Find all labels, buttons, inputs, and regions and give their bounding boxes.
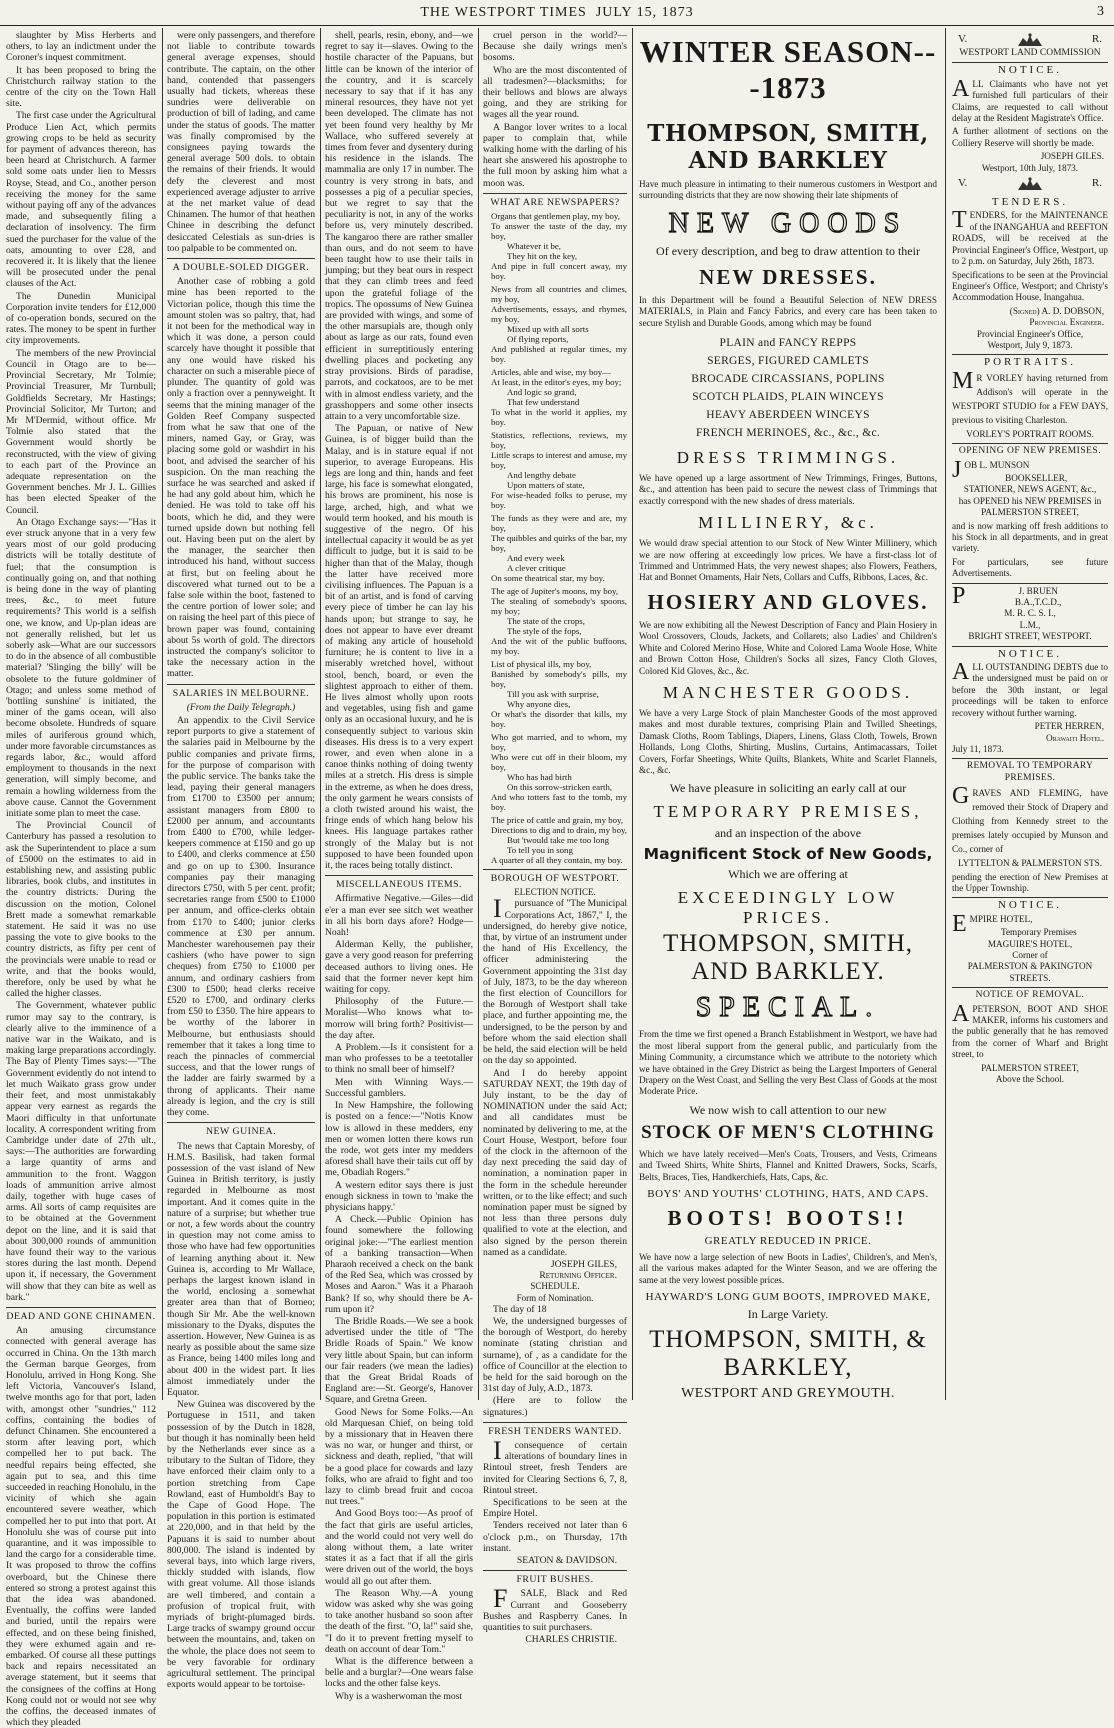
- poem-line: Advertisements, essays, and rhymes, my boy,: [491, 304, 627, 325]
- ad-inspection-line: and an inspection of the above: [714, 826, 862, 841]
- poem-line: For wise-headed folks to peruse, my boy.: [491, 490, 627, 511]
- ad-firm-name-3: THOMPSON, SMITH, & BARKLEY,: [649, 1326, 927, 1382]
- signature-title: Provincial Engineer.: [1029, 317, 1104, 328]
- column-1: [2, 30, 160, 1728]
- poem-line: The age of Jupiter's moons, my boy,: [491, 586, 619, 597]
- paragraph: Philosophy of the Future.—Moralist—Who knows what to-morrow will bring forth? Positivist—the day after.: [325, 996, 473, 1041]
- ad-millinery: MILLINERY, &c.: [698, 513, 878, 533]
- ad-intro: Have much pleasure in intimating to their numerous customers in Westport and surrounding districts that they are now showing their late shipments of: [639, 179, 937, 201]
- paragraph: The Papuan, or native of New Guinea, is of bigger build than the Malay, and is in stature equal if not superior, to average Europeans. His legs are long and thin, hands and feet large, his face is somewhat elongated, his brows are prominent, his nose is large, arched, high, and what we would term hooked, and his mouth is suggestive of the negro. Of his intellectual capacity it would be as yet difficult to judge, but it is said to be higher than that of the Malay, though the latter have received more civilising influences. The Papuan is a bit of an artist, and is fond of carving every piece of timber he can lay his hands upon; but strange to say, he does not appear to have ever dreamt of making any article of household furniture; he is content to live in a miserably wretched hovel, without stool, bench, board, or even the slightest approach to either of them. He lives almost wholly upon roots and vegetables, using fish and game only as an occasional luxury, and he is consequently subject to various skin diseases. His dress is to a very expert rower, and even when alone in a canoe thinks nothing of doing twenty miles at a stretch. His dress is simple in the extreme, as when he does dress, the only garment he wears consists of a cloth twisted around his waist, the fringe ends of which hang below his knees. His language partakes rather strongly of the Malay but is not supposed to have been founded upon it, the races being totally distinct.: [325, 423, 473, 872]
- signature: JOSEPH GILES.: [1040, 151, 1104, 162]
- poem-line: Articles, able and wise, my boy—: [491, 367, 611, 378]
- ad-millinery-text: We would draw special attention to our Stock of New Winter Millinery, which we are now offering at exceedingly low prices. We have a first-class lot of Trimmed and Untrimmed Hats, the very newest shapes; also Flowers, Feathers, Hat and Bonnet Ornaments, Hair Nets, Collars and Cuffs, Ribbons, Laces, &c.: [639, 538, 937, 583]
- paragraph: Alderman Kelly, the publisher, gave a very good reason for preferring deceased authors to living ones. He said that the former never kept him waiting for copy.: [325, 939, 473, 996]
- newspaper-title: THE WESTPORT TIMES: [420, 4, 587, 20]
- poem-line: News from all countries and climes, my boy,: [491, 284, 627, 305]
- notice-date: July 11, 1873.: [952, 743, 1004, 754]
- notice-text: ALL Claimants who have not yet furnished full particulars of their Claims, are requested to call without delay at the Resident Magistrate's Office.: [952, 75, 1108, 124]
- ad-wish-line: We now wish to call attention to our new: [689, 1102, 887, 1117]
- notice-text: For particulars, see future Advertisements.: [952, 556, 1108, 579]
- signature: JOSEPH GILES,: [550, 1258, 617, 1270]
- notice-text: EMPIRE HOTEL,: [952, 910, 1033, 937]
- ad-variety-line: In Large Variety.: [747, 1307, 829, 1322]
- ad-fabric-item: SCOTCH PLAIDS, PLAIN WINCEYS: [692, 391, 884, 404]
- poem-line: At least, in the editor's eyes, my boy;: [491, 377, 622, 388]
- ad-hayward-line: HAYWARD'S LONG GUM BOOTS, IMPROVED MAKE,: [645, 1291, 931, 1304]
- notice-title: REMOVAL TO TEMPORARY PREMISES.: [952, 758, 1108, 784]
- ad-fabric-item: BROCADE CIRCASSIANS, POPLINS: [691, 373, 885, 386]
- dropcap: A: [952, 75, 970, 102]
- paragraph: The members of the new Provincial Council in Otago are to be—Provincial Secretary, Mr Tolmie; Provincial Treasurer, Mr Turnbull; Goldfields Secretary, Mr Hastings; Provincial Solicitor, Mr Turton; and Mr M'Dermid, without office. Mr Tolmie also stated that the Government would shortly be reconstructed, with the view of giving to each part of the Province an adequate representation on the Government benches. Mr J. L. Gillies has been elected Speaker of the Council.: [6, 347, 156, 516]
- paragraph: F SALE, Black and Red Currant and Gooseberry Bushes and Raspberry Canes. In quantities to suit purchasers.: [483, 1584, 627, 1634]
- paragraph: The Government, whatever public rumor may say to the contrary, is clearly alive to the imminence of a native war in the Waikato, and is making large preparations accordingly. The Bay of Plenty Times says:—"The Government evidently do not intend to let much Waikato grass grow under their feet, and most unmistakably appear very earnest as regards the Maori difficulty in that unfortunate locality. A correspondent writing from Cambridge under date of 27th ult., says:—The authorities are forwarding a large quantity of arms and ammunition to the front. Waggon loads of ammunition arrive almost daily, together with huge cases of arms. All sorts of camp requisites are to be obtained at the Government depot on the line, and it is said that about 300,000 rounds of ammunition have found their way to the various stores during the last month. Depend upon it, if necessary, the Government will show that they can bite as well as bark.": [6, 1000, 156, 1303]
- notice-title: OPENING OF NEW PREMISES.: [952, 443, 1108, 457]
- article-heading: NEW GUINEA.: [167, 1122, 315, 1137]
- paragraph: An appendix to the Civil Service report purports to give a statement of the salaries paid in Melbourne by the public companies and private firms, for the purpose of comparison with the public service. The banks take the lead, paying their general managers from £1700 to £3500 per annum; assistant managers from £800 to £2000 per annum, and accountants from £400 to £700, while ledger-keepers commence at £150 and go up to £400, and clerks commence at £50 and go on up to £300. Insurance companies pay their managing directors £750, with 5 per cent. profit; secretaries range from £500 to £1000 per annum, and office-clerks obtain from £170 to £400; junior clerks commence at £30 per annum. Manchester warehousemen pay their cashiers (who have power to sign cheques) from £750 to £1000 per annum, and ordinary cashiers from £300 to £500; head clerks receive £520 to £700, and ordinary clerks from £50 to £350. The hire appears to be worthy of the laborer in Melbourne, but enthusiasts should remember that it takes a long time to reach the pinnacles of commercial success, and that the lower rungs of the ladder are fairly swarmed by a throng of applicants. Their name already is legion, and the cry is still they come.: [167, 714, 315, 1119]
- notice-text: ALL OUTSTANDING DEBTS due to the undersigned must be paid on or before the 30th instant, or legal proceedings will be taken to enforce recovery without further warning.: [952, 659, 1108, 718]
- signature: CHARLES CHRISTIE.: [525, 1634, 617, 1646]
- notice-text: A further allotment of sections on the Colliery Reserve will shortly be made.: [952, 126, 1108, 148]
- poem-line: But 'twould take me too long: [507, 835, 610, 846]
- ad-low-prices: EXCEEDINGLY LOW PRICES.: [677, 888, 899, 928]
- notice-line: Above the School.: [995, 1074, 1065, 1085]
- poem-line: That few understand: [507, 397, 580, 408]
- paragraph: The Reason Why.—A young widow was asked why she was going to take another husband so soon after the death of the first. "O, la!" said she, "I do it to prevent fretting myself to death on account of dear Tom.": [325, 1587, 473, 1655]
- notice-office: Provincial Engineer's Office,: [976, 328, 1084, 339]
- dropcap: T: [952, 207, 967, 234]
- paragraph: A Check.—Public Opinion has found somewhere the following original joke:—"The earliest mention of a banking transaction—When Pharaoh received a check on the bank of the Red Sea, which was crossed by Moses and Aaron." Was it a Pharaoh Bank? If so, why should there be A-rum upon it?: [325, 1214, 473, 1315]
- poem-line: And pipe in full concert away, my boy.: [491, 261, 627, 282]
- royal-crest-icon: [1015, 176, 1045, 192]
- poem-line: On some theatrical star, my boy.: [491, 573, 605, 584]
- bruen-card: P J. BRUEN B.A.,T.C.D., M. R. C. S. I., L.M., BRIGHT STREET, WESTPORT.: [952, 583, 1108, 643]
- paragraph: slaughter by Miss Herberts and others, to lay an indictment under the Coroner's inquest commitment.: [6, 30, 156, 64]
- poem-line: Why anyone dies,: [507, 699, 571, 710]
- poem-line: Till you ask with surprise,: [507, 689, 599, 700]
- paragraph: (Here are to follow the signatures.): [483, 1395, 627, 1418]
- poem-line: Who got married, and to whom, my boy,: [491, 732, 627, 753]
- dropcap: M: [952, 367, 974, 394]
- paragraph: A Problem.—Is it consistent for a man who professes to be a teetotaller to think no small beer of himself?: [325, 1042, 473, 1076]
- poem-line: And logic so grand,: [507, 387, 577, 398]
- poem-line: And lengthy debate: [507, 470, 576, 481]
- page-number: 3: [1097, 4, 1104, 19]
- ad-special-text: From the time we first opened a Branch Establishment in Westport, we have had the most liberal support from the general public, and particularly from the Mining Community, a circumstance which we attribute to the notoriety which we have obtained in the Grey District as being the Largest Importers of General Drapery on the West Coast, and Selling the very Best Class of Goods at the most Moderate Price.: [639, 1029, 937, 1097]
- paragraph: Why is a washerwoman the most: [335, 1690, 463, 1702]
- article-heading: SALARIES IN MELBOURNE.: [167, 684, 315, 699]
- paragraph: What is the difference between a belle and a burglar?—One wears false locks and the other false keys.: [325, 1656, 473, 1690]
- signature: PETER HERREN,: [1034, 721, 1104, 732]
- notice-heading: WESTPORT LAND COMMISSION: [959, 48, 1101, 58]
- paragraph: The Bridle Roads.—We see a book advertised under the title of "The Bridle Roads of Spain." We know very little about Spain, but can inform our fair readers (we mean the ladies) that the Great Bridal Roads of England are:—St. George's, Hanover Square, and Gretna Green.: [325, 1315, 473, 1406]
- paragraph: And Good Boys too:—As proof of the fact that girls are useful articles, and the world could not very well do along without them, a late writer states it as a fact that if all the girls were driven out of the world, the boys would all go out after them.: [325, 1508, 473, 1587]
- ad-firm-name-2: THOMPSON, SMITH, AND BARKLEY.: [662, 930, 914, 986]
- notice-line: VORLEY'S PORTRAIT ROOMS.: [966, 428, 1094, 439]
- poem-line: Or what's the disorder that kills, my boy.: [491, 709, 627, 730]
- article-source: (From the Daily Telegraph.): [186, 701, 296, 713]
- poem-line: Banished by somebody's pills, my boy,: [491, 669, 627, 690]
- ad-fabric-item: PLAIN and FANCY REPPS: [719, 337, 857, 350]
- ad-boots-text: We have now a large selection of new Boots in Ladies', Children's, and Men's, all the various makes adapted for the Winter Season, and we are offering the same at the very lowest possible prices.: [639, 1252, 937, 1285]
- notice-title: PORTRAITS.: [952, 354, 1108, 368]
- signature: (Signed) A. D. DOBSON,: [1009, 305, 1104, 316]
- notice-text: APETERSON, BOOT AND SHOE MAKER, informs his customers and the public generally that he has removed from the corner of Wharf and Bright street, to: [952, 1000, 1108, 1060]
- ad-hosiery: HOSIERY AND GLOVES.: [647, 589, 929, 614]
- notice-subheading: ELECTION NOTICE.: [514, 887, 596, 898]
- notice-line: PALMERSTON STREET,: [981, 507, 1079, 518]
- notice-line: PALMERSTON & PAKINGTON: [967, 961, 1093, 972]
- ad-reduced: GREATLY REDUCED IN PRICE.: [704, 1235, 872, 1247]
- poem-line: To tell you in song: [507, 845, 573, 856]
- signature: SEATON & DAVIDSON.: [516, 1555, 617, 1567]
- article-heading: A DOUBLE-SOLED DIGGER.: [167, 258, 315, 273]
- poem-line: Upon matters of state,: [507, 480, 585, 491]
- notice-line: BOOKSELLER,: [1005, 472, 1068, 483]
- notice-line: PALMERSTON STREET,: [981, 1062, 1079, 1073]
- notice-date: Westport, July 9, 1873.: [987, 339, 1073, 350]
- poem-line: The funds as they were and are, my boy,: [491, 513, 627, 534]
- notice-text: and is now marking off fresh additions to his Stock in all departments, and in great variety.: [952, 520, 1108, 554]
- poem-line: Little scraps to interest and amuse, my boy,: [491, 450, 627, 471]
- notice-line: Corner of: [1012, 949, 1048, 960]
- poem-line: List of physical ills, my boy,: [491, 659, 592, 670]
- signature-title: Orawaiti Hotel.: [1045, 732, 1104, 743]
- dropcap: I: [493, 894, 502, 924]
- notice-line: LYTTELTON & PALMERSTON STS.: [957, 858, 1103, 869]
- notice-line: STREETS.: [1009, 972, 1051, 983]
- poem-line: To what in the world it applies, my boy.: [491, 407, 627, 428]
- article-heading: MISCELLANEOUS ITEMS.: [325, 875, 473, 890]
- ad-pleasure-line: We have pleasure in soliciting an early call at our: [669, 781, 907, 796]
- column-rule: [945, 28, 946, 1400]
- poem-line: A clever critique: [507, 563, 566, 574]
- ad-clothing-text: Which we have lately received—Men's Coats, Trousers, and Vests, Crimeans and Tweed Shirts, White Shirts, Flannel and Knitted Drawers, Socks, Scarfs, Belts, Braces, Ties, Handkerchiefs, Hats, Caps, &c.: [639, 1148, 937, 1182]
- paragraph: Who are the most discontented of all tradesmen?—blacksmiths; for their bellows and blows are always going, and they are striking for wages all the year round.: [483, 64, 627, 121]
- ad-boys-line: BOYS' AND YOUTHS' CLOTHING, HATS, AND CAPS.: [647, 1188, 929, 1200]
- poem-line: Of flying reports,: [507, 334, 569, 345]
- ad-special: SPECIAL.: [695, 992, 881, 1024]
- paragraph: A western editor says there is just enough sickness in town to 'make the physicians happy.': [325, 1179, 473, 1213]
- paragraph: I consequence of certain alterations of boundary lines in Rintoul street, fresh Tenders are invited for Clearing Sections 6, 7, 8, Rintoul street.: [483, 1436, 627, 1496]
- ad-fabric-list: [633, 334, 943, 442]
- notice-text: Specifications to be seen at the Provincial Engineer's Office, Westport; and Christy's Accommodation House, Inangahua.: [952, 269, 1108, 303]
- ad-hosiery-text: We are now exhibiting all the Newest Description of Fancy and Plain Hosiery in Wool Crossovers, Clouds, Jackets, and Collarets; also Ladies' and Children's White and Colored Merino Hose, White and Colored Lama Woole Hose, White and Brown Cotton Hose, Children's Socks all sizes, Fancy Cloth Gloves, Colored Kid Gloves, &c., &c.: [639, 619, 937, 676]
- poem-line: Mixed up with all sorts: [507, 324, 589, 335]
- notice-date: Westport, 10th July, 1873.: [981, 162, 1079, 173]
- paragraph: The first case under the Agricultural Produce Lien Act, which permits growing crops to be held as security for payment of advances thereon, has been heard at Christchurch. A farmer sold some oats under lien to Messrs Royse, Stead, and Co., another person receiving the money for the same without paying off any of the advances made, and subsequently filing a declaration of insolvency. The firm sued the purchaser for the value of the oats, amounting to over £28, and recovered it. It is likely that the lienee will be prosecuted under the penal clauses of the Act.: [6, 110, 156, 290]
- ad-new-goods: NEW GOODS: [668, 207, 908, 239]
- paragraph: Men with Winning Ways.—Successful gamblers.: [325, 1076, 473, 1099]
- poem-line: Who has had birth: [507, 772, 572, 783]
- royal-crest-icon: [1015, 32, 1045, 48]
- poem-line: On this sorrow-stricken earth,: [507, 782, 613, 793]
- ad-trimmings-text: We have opened up a large assortment of New Trimmings, Fringes, Buttons, &c., and attention has been paid to secure the newest class of Trimmings that exactly correspond with the new shades of dress materials.: [639, 473, 937, 506]
- poem-heading: WHAT ARE NEWSPAPERS?: [483, 193, 627, 208]
- poem-line: And every week: [507, 553, 565, 564]
- ad-season-heading: WINTER SEASON---1873: [639, 34, 937, 105]
- drapery-advertisement: [633, 30, 943, 1405]
- form-heading: Form of Nomination.: [516, 1292, 594, 1303]
- poem-line: A quarter of all they contain, my boy.: [491, 855, 623, 866]
- royal-cipher: V. R.: [952, 30, 1108, 48]
- poem-line: The price of cattle and grain, my boy,: [491, 815, 624, 826]
- notice-text: JOB L. MUNSON: [952, 456, 1030, 483]
- poem-line: Directions to dig and to drain, my boy,: [491, 825, 628, 836]
- ad-fabric-item: HEAVY ABERDEEN WINCEYS: [706, 409, 870, 422]
- notice-heading: FRESH TENDERS WANTED.: [483, 1422, 627, 1437]
- ad-fabric-item: FRENCH MERINOES, &c., &c., &c.: [695, 427, 881, 440]
- notice-text: pending the erection of New Premises at the Upper Township.: [952, 871, 1108, 893]
- poem-line: The style of the fops,: [507, 626, 582, 637]
- issue-date: JULY 15, 1873: [595, 4, 694, 20]
- poem-line: Organs that gentlemen play, my boy,: [491, 211, 620, 222]
- notice-text: M R VORLEY having returned from Addison's will operate in the WESTPORT STUDIO for a FEW DAYS, previous to visiting Charleston.: [952, 367, 1108, 425]
- poem-line: Statistics, reflections, reviews, my boy,: [491, 430, 627, 451]
- ad-new-dresses: NEW DRESSES.: [699, 264, 877, 289]
- poem-line: The quibbles and quirks of the bar, my boy,: [491, 533, 627, 554]
- column-2: [163, 30, 319, 1691]
- paragraph: Good News for Some Folks.—An old Marquesan Chief, on being told by a missionary that in Heaven there was no war, or hunger and thirst, or sickness and death, replied, "that will be a good place for cowards and lazy folks, who are afraid to fight and too lazy to climb bread fruit and cocoa nut trees.": [325, 1406, 473, 1508]
- poem-line: Whatever it be,: [507, 241, 561, 252]
- ad-magnificent-stock: Magnificent Stock of New Goods,: [643, 845, 933, 864]
- poem-line: To answer the taste of the day, my boy,: [491, 221, 627, 242]
- notice-text: TENDERS, for the MAINTENANCE of the INANGAHUA and REEFTON ROADS, will be received at the Provincial Engineer's Office, Westport, up to 2 p.m. on Saturday, July 26th, 1873.: [952, 207, 1108, 267]
- paragraph: were only passengers, and therefore not liable to contribute towards general average expenses, should contribute. The captain, on the other hand, contended that passengers usually had tickets, whereas these sundries were deliverable on production of bill of lading, and came under the status of goods. The matter was finally compromised by the consignees paying towards the general average 500 dols. to obtain the remains of their friends. It would defy the cleverest and most experienced average adjuster to arrive at the net market value of dead Chinamen. The humor of that heathen Chinee in describing the defunct desiccated Celestials as sun-dries is too palpable to be commented on.: [167, 30, 315, 254]
- royal-cipher: V. R.: [952, 174, 1108, 192]
- masthead: [0, 0, 1114, 26]
- dropcap: J: [952, 456, 962, 483]
- dropcap: G: [952, 783, 970, 810]
- paragraph: The news that Captain Moresby, of H.M.S. Basilisk, had taken formal possession of the vast island of New Guinea in British territory, is justly regarded in Melbourne as most important. And it comes quite in the nature of a surprise; but whether true or not, a few words about the country in question may not come amiss to those who have had few opportunities of learning anything about it. New Guinea is, according to Mr Wallace, perhaps the largest known island in the world, enclosing a somewhat greater area than that of Borneo; though Sir Mr. Abe the well-known missionary to the Dyaks, disputes the assertion. However, New Guinea is as nearly as possible about the same size as France, being 1400 miles long and about 400 in the widest part. It lies almost immediately under the Equator.: [167, 1140, 315, 1398]
- paragraph: cruel person in the world?—Because she daily wrings men's bosoms.: [483, 30, 627, 64]
- ad-dress-trimmings: DRESS TRIMMINGS.: [676, 448, 900, 468]
- poem: [483, 211, 627, 865]
- notice-line: STATIONER, NEWS AGENT, &c.,: [963, 484, 1097, 495]
- paragraph: I pursuance of "The Municipal Corporations Act, 1867," I, the undersigned, do hereby give notice, that, by virtue of an instrument under the hand of His Excellency, the officer administering the Government appointing the 31st day of July, 1873, to be the day whereon the first election of Councillors for the Borough of Westport shall take place, and further appointing me, the undersigned, to be the person by and before whom the said election shall be held, the said election will be held on the day so appointed.: [483, 894, 628, 1067]
- column-3: [321, 30, 477, 1702]
- paragraph: We, the undersigned burgesses of the borough of Westport, do hereby nominate (stating christian and surname), of , as a candidate for the office of Councillor at the election to be held for the said borough on the 31st day of July, A.D., 1873.: [483, 1315, 627, 1395]
- ad-dresses-text: In this Department will be found a Beautiful Selection of NEW DRESS MATERIALS, in Plain and Fancy Fabrics, and every care has been taken to secure Stylish and Durable Goods, among which may be found: [639, 294, 937, 328]
- paragraph: The Provincial Council of Canterbury has passed a resolution to ask the Superintendent to place a sum of £5000 on the estimates to aid in establishing new, and assisting public libraries, book clubs, and institutes in the country districts. During the discussion on the motion, Colonel Brett made a somewhat remarkable statement. He said it was no use passing the vote to give books to the country districts, as fifty per cent of the provincials were unable to read or write, and that the books would, therefore, only be used by what he called the higher classes.: [6, 820, 156, 1000]
- poem-line: The stealing of somebody's spoons, my boy;: [491, 596, 627, 617]
- paragraph: Another case of robbing a gold mine has been reported to the Victorian police, though this time the amount stolen was so paltry, that, had it not been for the methodical way in which it was done, a person could scarcely have thought it possible that any one would have risked his character on such a miserable piece of plunder. The quantity of gold was only a fraction over a pennyweight. It seems that the mining manager of the Golden Reef Company suspected from what he saw that one of the miners, named Gay, or Gray, was placing some gold or washdirt in his boot, and advised the searcher of his suspicion. On the man reaching the surface he was searched and asked if he had any gold about him, which he denied. He was told to take off his boots, which he did, and they were turned upside down but nothing fell out. Having been put on the alert by the manager, the searcher then introduced his hand, without success at first, but on feeling about he discovered what turned out to be a false sole within the boot, fastened to the centre portion of lower sole; and on raising the heel part of this piece of brown paper was found, containing about 5s worth of gold. The directors instructed the company's solicitor to take the necessary action in the matter.: [167, 276, 315, 680]
- paragraph: An Otago Exchange says:—"Has it ever struck anyone that in a very few years most of our gold producing districts will be totally destitute of fuel; that the consumption is continually going on, and that nothing is being done in the way of planting trees, &c., to meet future requirements? This world is a selfish one, we know, and Up-plan ideas are not generally relished, but let us soberly ask—What are our successors to do in the absence of all combustible material? 'Slinging the billy' will be obsolete to the future goldminer of Otago; and unless some method of 'bottling sunshine' is initiated, the miner of the gams ocean, will also become obsolete. Hundreds of square miles of auriferous ground which, under more favorable circumstances as regards labor, &c., would afford employment to thousands in the next generation, will simply become, and remain a howling wilderness from the above cause. Cannot the Government initiate some plan to meet the case.: [6, 516, 156, 820]
- poem-line: And who totters fast to the tomb, my boy.: [491, 792, 627, 813]
- poem-line: And published at regular times, my boy.: [491, 344, 627, 365]
- ad-description: Of every description, and beg to draw attention to their: [656, 243, 920, 258]
- article-heading: DEAD AND GONE CHINAMEN.: [6, 1307, 156, 1322]
- notice-title: NOTICE.: [952, 646, 1108, 660]
- ad-firm-name: THOMPSON, SMITH, AND BARKLEY: [647, 120, 929, 174]
- notice-heading: BOROUGH OF WESTPORT.: [483, 869, 627, 884]
- ad-mens-clothing: STOCK OF MEN'S CLOTHING: [641, 1121, 935, 1143]
- schedule-heading: SCHEDULE.: [530, 1281, 580, 1292]
- paragraph: And I do hereby appoint SATURDAY NEXT, the 19th day of July instant, to be the day of NOMINATION under the said Act; and all candidates must be nominated by delivering to me, at the Court House, Westport, before four of the clock in the afternoon of the day next preceding the said day of nomination, a nomination paper in the form in the schedule hereunder written, or to the like effect; and such nomination paper must be signed by not less than three persons duly qualified to vote at the election, and also signed by the person therein named as a candidate.: [483, 1067, 627, 1258]
- ad-manchester: MANCHESTER GOODS.: [662, 682, 914, 702]
- notices-column: [948, 30, 1114, 1405]
- dropcap: E: [952, 910, 967, 937]
- notice-title: NOTICE.: [952, 897, 1108, 911]
- notice-line: MAGUIRE'S HOTEL,: [987, 938, 1073, 949]
- paragraph: An amusing circumstance connected with general average has occurred in China. On the 13th march the German barque Georges, from Honolulu, arrived in Hong Kong. She left Victoria, Vancouver's Island, twelve months ago for that port, laden with, amongst other "sundries," 112 coffins, containing the bodies of defunct Chinamen. She encountered a storm after leaving port, which compelled her to put back. The needful repairs being effected, she again put to sea, and this time succeeded in reaching Honolulu, in the vicinity of which she again encountered severe weather, which compelled her to put into that port. At Honolulu she was of course put into quarantine, and it was impossible to land the cargo for a considerable time. It was proposed to throw the coffins overboard, but the Chinese there entered so strong a protest against this that the idea was abandoned. Eventually, the coffins were landed and buried, until the repairs were effected, and on these being finished, they were exhumed again and re-embarked. Of course all these puttings back and repairs necessitated an average statement, but it seems that the consignees of the coffins at Hong Kong could not or would not see why the coffins, the deceased inmates of which they pleaded: [6, 1325, 156, 1728]
- notice-line: has OPENED his NEW PREMISES in: [958, 495, 1102, 506]
- paragraph: The day of 18: [493, 1303, 547, 1315]
- paragraph: Specifications to be seen at the Empire Hotel.: [483, 1497, 627, 1520]
- poem-line: The state of the crops,: [507, 616, 585, 627]
- dropcap: A: [952, 1000, 970, 1027]
- notice-title: NOTICE OF REMOVAL.: [952, 987, 1108, 1001]
- paragraph: Affirmative Negative.—Giles—did e'er a man ever see sitch wet weather in all his born days afore? Hodge—Noah!: [325, 893, 473, 939]
- paragraph: shell, pearls, resin, ebony, and—we regret to say it—slaves. Owing to the hostile character of the Papuans, but little can be known of the interior of the country, and it is scarcely necessary to say that if it has any mineral resources, they have not yet been developed. The climate has not yet been found very healthy by Mr Wallace, who suffered severely at times from fever and dysentery during his residence in the islands. The mammalia are only 17 in number. The country is very strong in bats, and possesses a pig of a peculiar species, but we regret to say that the peculiarity is not, in any of the works before us, very minutely described. The kangaroo there are rather smaller than ours, and do not seem to have been taught how to use their tails in jumping; but they beat ours in respect that they can climb trees and feed upon the grateful foliage of the tropics. The opossums of New Guinea are provided with wings, and some of the other marsupials are, though only about as large as our rats, found even efficient in surreptitiously entering dwelling places and pocketing any stray provisions. Birds of paradise, parrots, and cockatoos, are to be met with in almost endless variety, and the grasshoppers and some other insects attain to a very uncomfortable size.: [325, 30, 473, 422]
- notice-heading: FRUIT BUSHES.: [483, 1570, 627, 1585]
- paragraph: In New Hampshire, the following is posted on a fence:—"Notis Know low is allowd in these medders, eny men or women lotten there kows run the rode, wot gets inter my medders aforesd shall have their tails cut off by me, Obadiah Rogers.": [325, 1100, 473, 1179]
- column-4: [479, 30, 631, 1646]
- dropcap: A: [952, 659, 970, 686]
- ad-fabric-item: SERGES, FIGURED CAMLETS: [707, 355, 869, 368]
- notice-line: Temporary Premises: [1001, 927, 1077, 938]
- poem-line: Who were cut off in their bloom, my boy,: [491, 752, 627, 773]
- notice-title: NOTICE.: [952, 62, 1108, 76]
- dropcap: F: [493, 1584, 508, 1614]
- ad-manchester-text: We have a very Large Stock of plain Manchester Goods of the most approved makes and most durable textures, comprising Plain and Twilled Sheetings, Damask Cloths, Room Tablings, Diapers, Linens, Glass Cloth, Towels, Brown Hollands, Long Cloths, Shirting, Muslins, Curtains, Antimacassars, Toilet Covers, Forfar Sheetings, White Quilts, Blankets, White and Scarlet Flannels, &c., &c.: [639, 707, 937, 775]
- poem-line: And the wit of the public buffoons, my boy.: [491, 636, 627, 657]
- ad-location: WESTPORT AND GREYMOUTH.: [681, 1386, 895, 1402]
- paragraph: New Guinea was discovered by the Portuguese in 1511, and taken possession of by the Dutch in 1828, but though it has nominally been held by the Netherlands ever since as a tributary to the Sultan of Tidore, they have enforced their claim only to a portion stretching from Cape Rowland, east of Humboldt's Bay to the Cape of Good Hope. The population in this portion is estimated at 220,000, and in that held by the Papuans it is said to number about 800,000. The island is indented by several bays, into which large rivers, thickly studded with islands, flow with great volume. All those islands are well timbered, and contain a profusion of tropical fruit, with myriads of bright-plumaged birds. Large tracks of swampy ground occur between the mountains, and, taken on the whole, the place does not seem to be very favorable for ordinary agricultural settlement. The principal exports would appear to be tortoise-: [167, 1399, 315, 1691]
- poem-line: They hit on the key,: [507, 251, 578, 262]
- notice-title: TENDERS.: [991, 196, 1069, 209]
- signature-title: Returning Officer.: [539, 1270, 617, 1282]
- paragraph: The Dunedin Municipal Corporation invite tenders for £12,000 of co-operation bonds, secured on the rates. The money to be spent in further city improvements.: [6, 290, 156, 347]
- ad-offering-line: Which we are offering at: [728, 867, 848, 882]
- notice-text: GRAVES AND FLEMING, have removed their Stock of Drapery and Clothing from Kennedy street to the premises lately occupied by Munson and Co., corner of: [952, 783, 1108, 855]
- dropcap: P: [952, 582, 966, 609]
- dropcap: I: [493, 1436, 502, 1465]
- paragraph: Tenders received not later than 6 o'clock p.m., on Thursday, 17th instant.: [483, 1520, 627, 1554]
- ad-boots: BOOTS! BOOTS!!: [667, 1206, 909, 1230]
- paragraph: A Bangor lover writes to a local paper to complain that, while walking home with the darling of his heart she answered his apostrophe to the full moon by asking him what a moon was.: [483, 121, 627, 189]
- ad-temporary-premises: TEMPORARY PREMISES,: [653, 802, 923, 822]
- paragraph: It has been proposed to bring the Christchurch railway station to the centre of the city on the Town Hall site.: [6, 64, 156, 110]
